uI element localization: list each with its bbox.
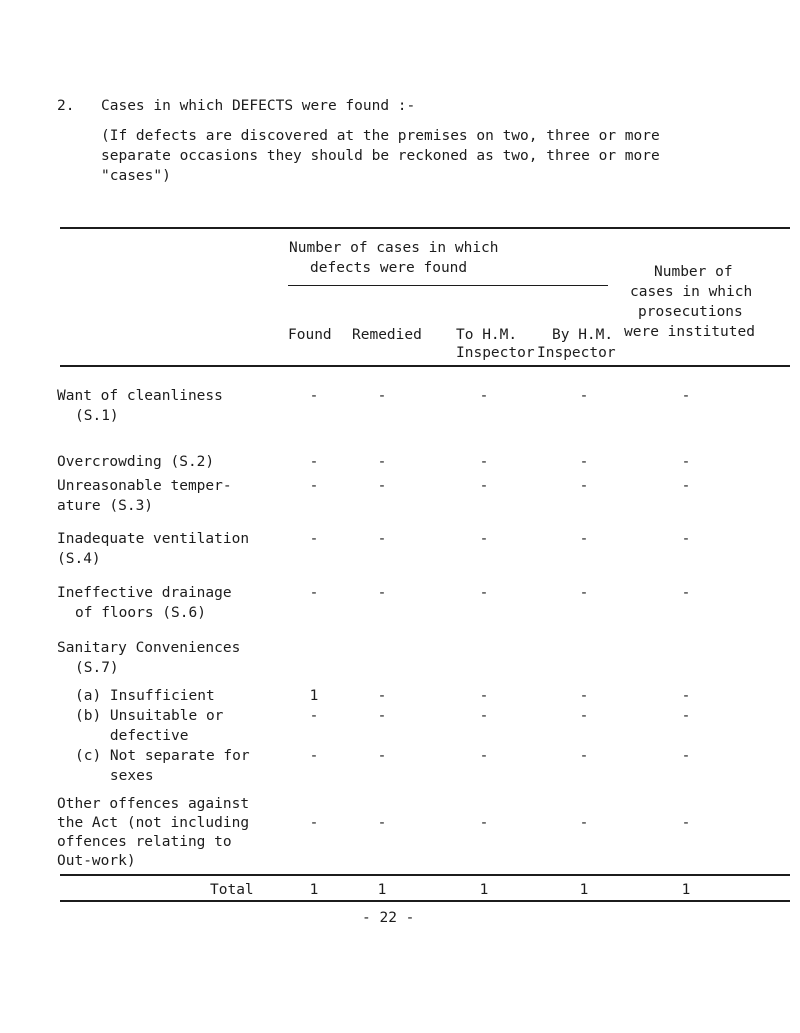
cell-by-hm: - xyxy=(579,531,589,547)
cell-prosecutions: - xyxy=(681,815,691,831)
row-label: of floors (S.6) xyxy=(75,605,206,621)
column-header-by-hm: By H.M. xyxy=(552,327,614,343)
cell-found: - xyxy=(309,478,319,494)
cell-by-hm: - xyxy=(579,815,589,831)
cell-by-hm: - xyxy=(579,478,589,494)
header-bottom-rule xyxy=(60,365,790,367)
row-label: ature (S.3) xyxy=(57,498,154,514)
row-label: (S.4) xyxy=(57,551,101,567)
table-top-rule xyxy=(60,227,790,229)
total-to-hm: 1 xyxy=(479,882,489,898)
row-label: sexes xyxy=(75,768,154,784)
prosecution-header-line: Number of xyxy=(654,264,733,280)
total-label: Total xyxy=(210,882,254,898)
prosecution-header-line: were instituted xyxy=(624,324,755,340)
row-label: (S.1) xyxy=(75,408,119,424)
row-label: Out-work) xyxy=(57,853,136,869)
cell-prosecutions: - xyxy=(681,688,691,704)
column-header-to-hm: To H.M. xyxy=(456,327,518,343)
cell-found: - xyxy=(309,585,319,601)
table-bottom-rule xyxy=(60,900,790,902)
cell-found: - xyxy=(309,531,319,547)
row-label: Ineffective drainage xyxy=(57,585,232,601)
total-top-rule xyxy=(60,874,790,876)
prosecution-header-line: prosecutions xyxy=(638,304,743,320)
cell-prosecutions: - xyxy=(681,388,691,404)
cell-by-hm: - xyxy=(579,708,589,724)
cell-by-hm: - xyxy=(579,454,589,470)
cell-to-hm: - xyxy=(479,708,489,724)
cell-remedied: - xyxy=(377,531,387,547)
row-label: Overcrowding (S.2) xyxy=(57,454,215,470)
group-header-line: defects were found xyxy=(310,260,468,276)
column-header-to-hm-2: Inspector xyxy=(456,345,535,361)
cell-to-hm: - xyxy=(479,531,489,547)
section-number: 2. xyxy=(57,98,75,114)
cell-by-hm: - xyxy=(579,585,589,601)
cell-remedied: - xyxy=(377,478,387,494)
cell-prosecutions: - xyxy=(681,585,691,601)
section-title: Cases in which DEFECTS were found :- xyxy=(101,98,416,114)
total-by-hm: 1 xyxy=(579,882,589,898)
group-header-line: Number of cases in which xyxy=(289,240,499,256)
cell-found: - xyxy=(309,454,319,470)
cell-remedied: - xyxy=(377,708,387,724)
cell-remedied: - xyxy=(377,388,387,404)
note-line: separate occasions they should be reckoned as two, three or more xyxy=(101,148,660,164)
prosecution-header-line: cases in which xyxy=(630,284,753,300)
cell-remedied: - xyxy=(377,815,387,831)
cell-by-hm: - xyxy=(579,388,589,404)
cell-to-hm: - xyxy=(479,815,489,831)
row-label: (b) Unsuitable or xyxy=(75,708,224,724)
cell-remedied: - xyxy=(377,454,387,470)
row-label: defective xyxy=(75,728,189,744)
cell-by-hm: - xyxy=(579,688,589,704)
cell-found: - xyxy=(309,708,319,724)
row-label: Sanitary Conveniences xyxy=(57,640,241,656)
total-remedied: 1 xyxy=(377,882,387,898)
row-label: Unreasonable temper- xyxy=(57,478,232,494)
cell-prosecutions: - xyxy=(681,708,691,724)
total-found: 1 xyxy=(309,882,319,898)
cell-to-hm: - xyxy=(479,748,489,764)
total-prosecutions: 1 xyxy=(681,882,691,898)
note-line: (If defects are discovered at the premises on two, three or more xyxy=(101,128,660,144)
group-header-rule xyxy=(288,285,608,286)
cell-to-hm: - xyxy=(479,454,489,470)
cell-found: - xyxy=(309,748,319,764)
row-label: Inadequate ventilation xyxy=(57,531,250,547)
column-header-by-hm-2: Inspector xyxy=(537,345,616,361)
cell-to-hm: - xyxy=(479,388,489,404)
column-header-remedied: Remedied xyxy=(352,327,422,343)
cell-prosecutions: - xyxy=(681,478,691,494)
cell-to-hm: - xyxy=(479,478,489,494)
cell-to-hm: - xyxy=(479,688,489,704)
cell-to-hm: - xyxy=(479,585,489,601)
cell-prosecutions: - xyxy=(681,454,691,470)
cell-prosecutions: - xyxy=(681,531,691,547)
cell-by-hm: - xyxy=(579,748,589,764)
cell-remedied: - xyxy=(377,688,387,704)
cell-remedied: - xyxy=(377,748,387,764)
row-label: (S.7) xyxy=(75,660,119,676)
note-line: "cases") xyxy=(101,168,171,184)
cell-prosecutions: - xyxy=(681,748,691,764)
row-label: offences relating to xyxy=(57,834,232,850)
cell-found: - xyxy=(309,388,319,404)
row-label: Want of cleanliness xyxy=(57,388,223,404)
page-number: - 22 - xyxy=(362,910,415,926)
row-label: (a) Insufficient xyxy=(75,688,215,704)
cell-remedied: - xyxy=(377,585,387,601)
cell-found: - xyxy=(309,815,319,831)
row-label: the Act (not including xyxy=(57,815,250,831)
column-header-found: Found xyxy=(288,327,332,343)
cell-found: 1 xyxy=(309,688,319,704)
row-label: (c) Not separate for xyxy=(75,748,250,764)
row-label: Other offences against xyxy=(57,796,250,812)
